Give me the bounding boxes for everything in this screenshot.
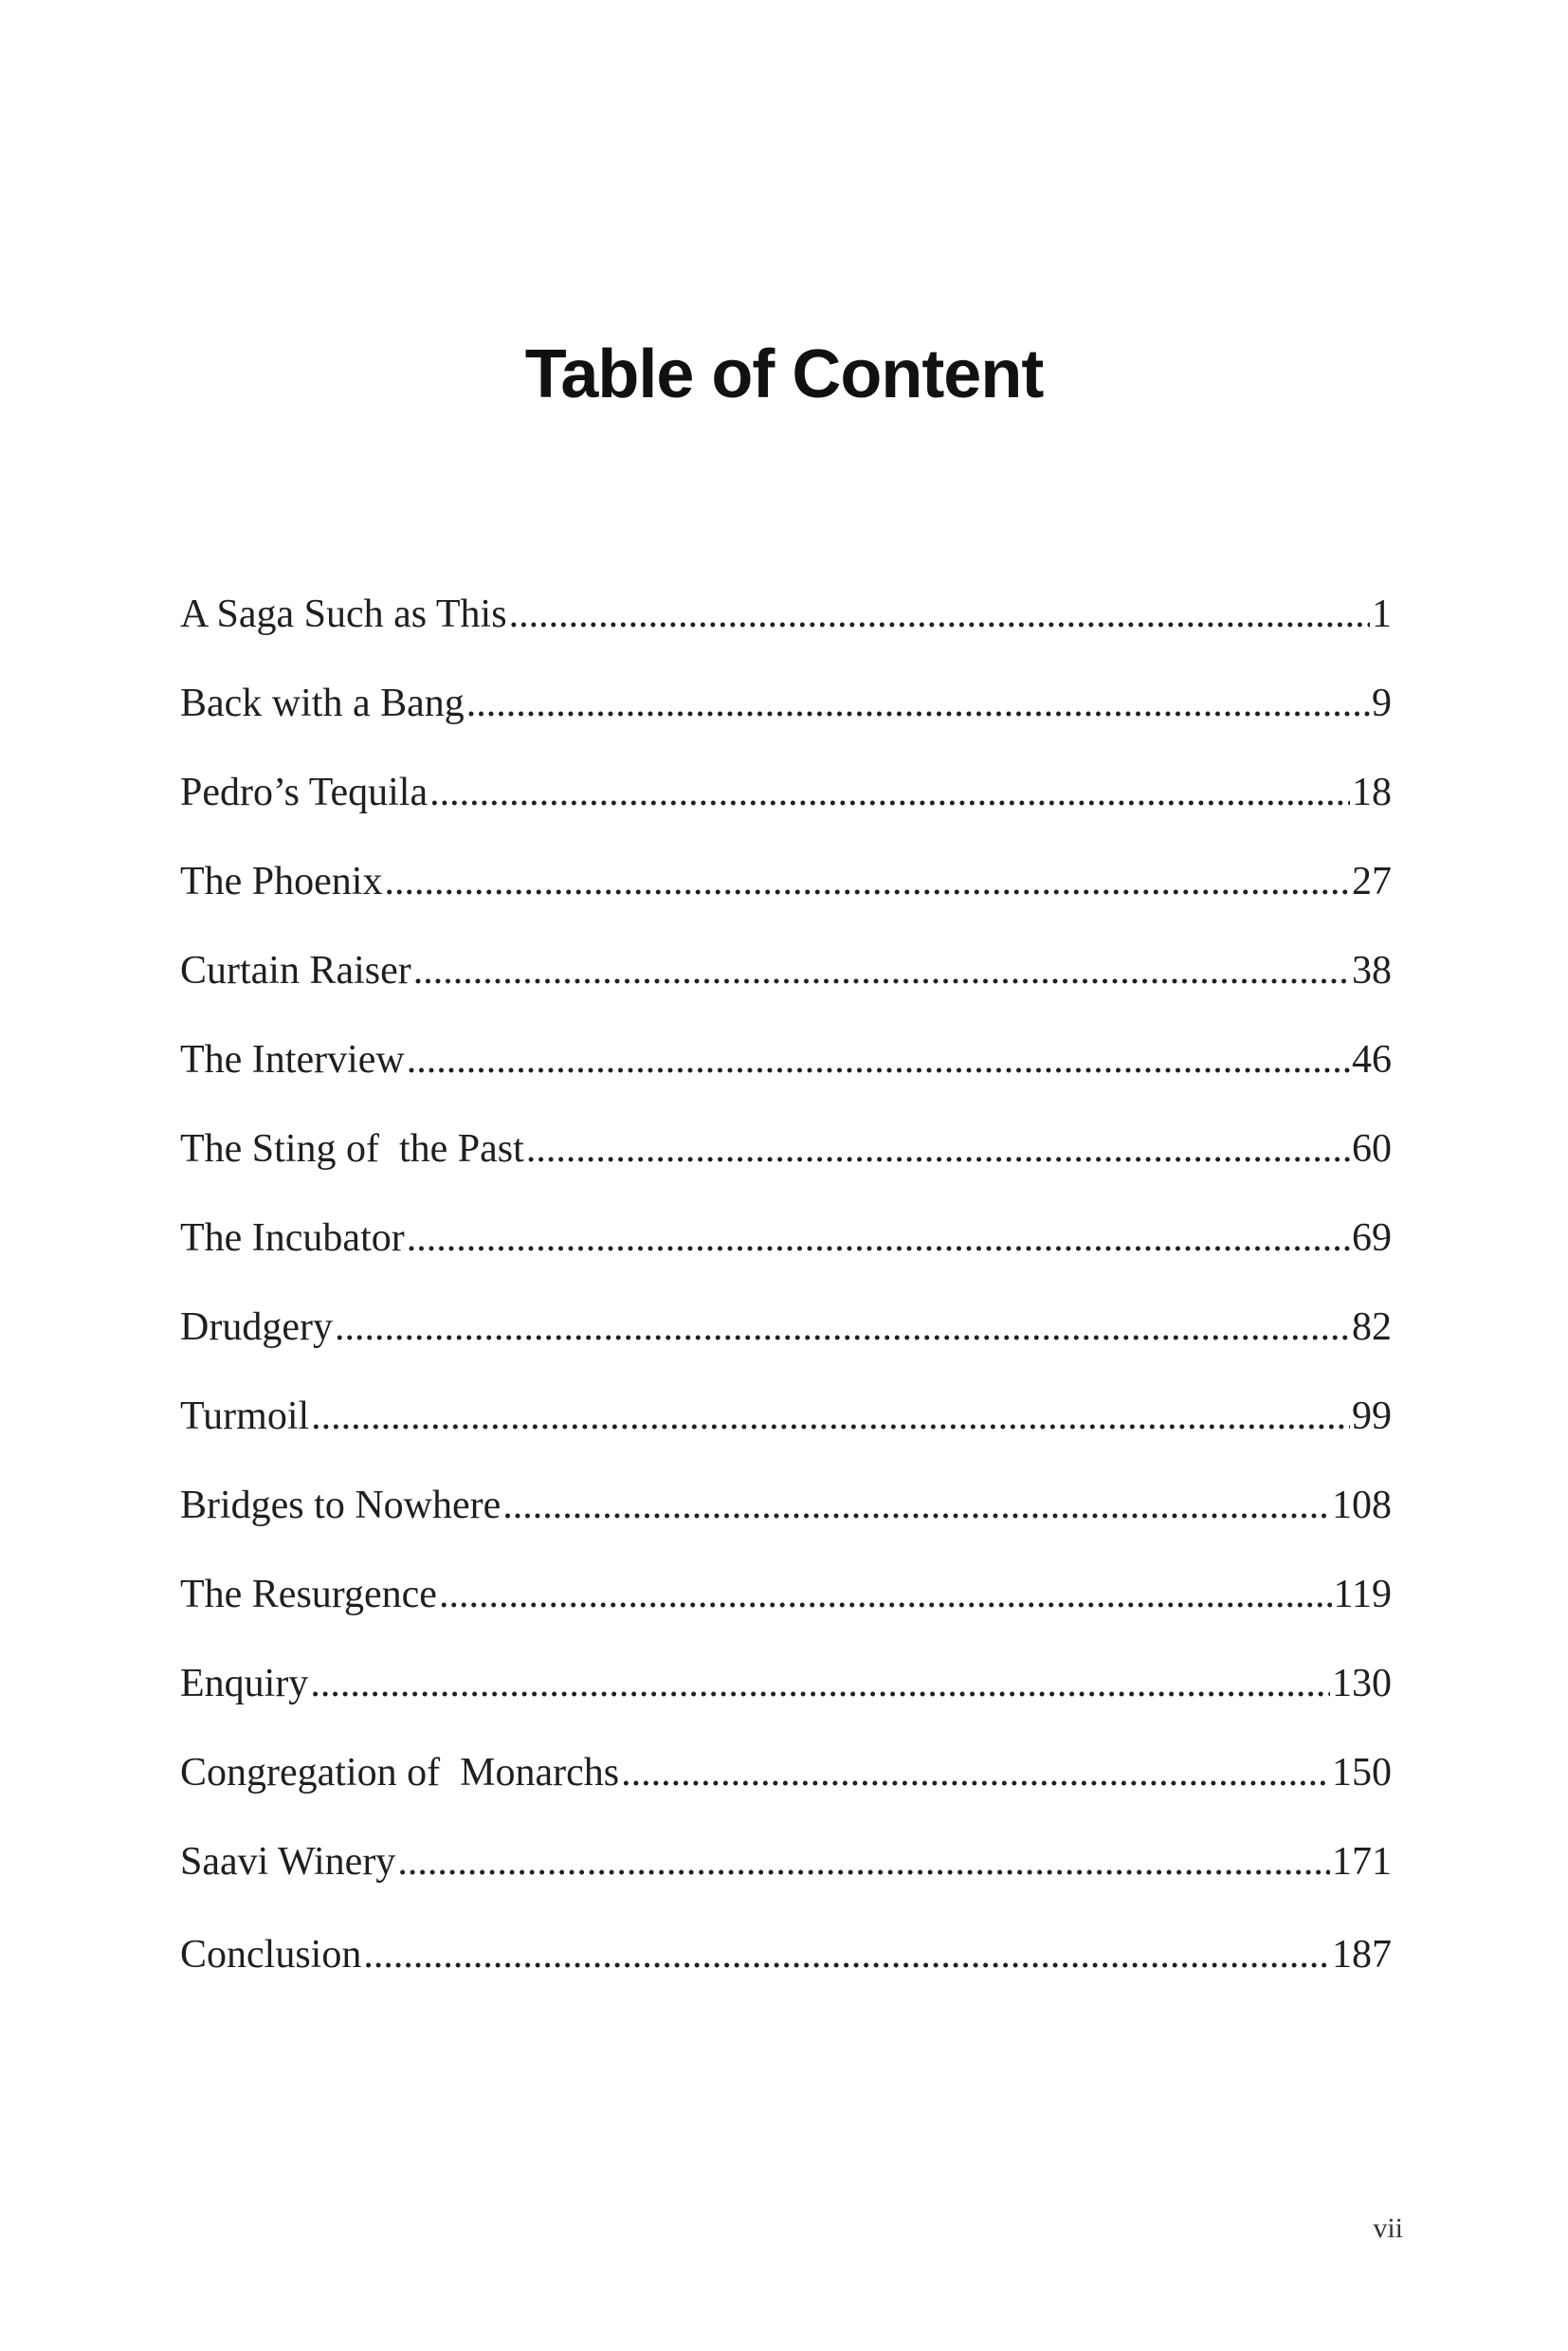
toc-entry-title: Conclusion <box>180 1933 362 1977</box>
toc-entry-page: 119 <box>1333 1573 1392 1616</box>
toc-entry-title: A Saga Such as This <box>180 592 507 636</box>
toc-entry[interactable] <box>180 1566 1392 1655</box>
toc-entry[interactable] <box>180 764 1392 853</box>
toc-entry-title: Congregation of Monarchs <box>180 1751 620 1795</box>
toc-entry-title: The Interview <box>180 1038 405 1082</box>
dot-leader <box>363 1926 1330 1983</box>
toc-entry[interactable] <box>180 586 1392 675</box>
dot-leader <box>509 586 1370 643</box>
page-number: vii <box>1373 2213 1403 2244</box>
dot-leader <box>502 1477 1330 1534</box>
dot-leader <box>407 1031 1350 1088</box>
toc-entry-page: 171 <box>1332 1840 1392 1884</box>
dot-leader <box>621 1744 1330 1801</box>
toc-entry[interactable] <box>180 853 1392 942</box>
toc-entry[interactable] <box>180 1031 1392 1121</box>
page-title: Table of Content <box>524 337 1044 412</box>
toc-entry-page: 82 <box>1352 1305 1392 1349</box>
toc-entry-page: 1 <box>1372 592 1392 636</box>
toc-entry[interactable] <box>180 1121 1392 1210</box>
dot-leader <box>384 853 1350 910</box>
toc-entry-page: 150 <box>1332 1751 1392 1795</box>
toc-entry-title: Back with a Bang <box>180 682 465 725</box>
toc-entry-title: The Incubator <box>180 1216 405 1260</box>
toc-entry[interactable] <box>180 1210 1392 1299</box>
toc-entry-page: 69 <box>1352 1216 1392 1260</box>
toc-entry-page: 18 <box>1352 771 1392 814</box>
dot-leader <box>413 942 1350 999</box>
toc-entry-title: The Sting of the Past <box>180 1127 524 1171</box>
toc-entry[interactable] <box>180 1744 1392 1833</box>
dot-leader <box>526 1121 1350 1177</box>
toc-entry-title: Enquiry <box>180 1662 309 1705</box>
toc-entry[interactable] <box>180 1299 1392 1388</box>
toc-entry-page: 108 <box>1332 1484 1392 1527</box>
toc-entry[interactable] <box>180 1388 1392 1477</box>
toc-entry[interactable] <box>180 942 1392 1031</box>
dot-leader <box>466 675 1370 732</box>
dot-leader <box>407 1210 1350 1267</box>
toc-entry-title: The Resurgence <box>180 1573 437 1616</box>
toc-entry-title: Curtain Raiser <box>180 949 411 993</box>
toc-entry-page: 9 <box>1372 682 1392 725</box>
toc-entry-page: 99 <box>1352 1394 1392 1438</box>
toc-entry[interactable] <box>180 1833 1392 1923</box>
toc-entry[interactable] <box>180 675 1392 764</box>
toc-entry-page: 27 <box>1352 860 1392 903</box>
toc-entry-title: Bridges to Nowhere <box>180 1484 501 1527</box>
toc-entry-title: Drudgery <box>180 1305 333 1349</box>
dot-leader <box>397 1833 1330 1890</box>
toc-entry-page: 46 <box>1352 1038 1392 1082</box>
toc-entry[interactable] <box>180 1926 1392 2015</box>
toc-entry-page: 130 <box>1332 1662 1392 1705</box>
toc-entry[interactable] <box>180 1655 1392 1744</box>
dot-leader <box>429 764 1350 821</box>
dot-leader <box>311 1388 1350 1445</box>
dot-leader <box>310 1655 1330 1712</box>
toc-entry-title: Pedro’s Tequila <box>180 771 428 814</box>
toc-entry-page: 60 <box>1352 1127 1392 1171</box>
dot-leader <box>439 1566 1332 1623</box>
toc-entry-page: 38 <box>1352 949 1392 993</box>
toc-entry-title: Saavi Winery <box>180 1840 396 1884</box>
dot-leader <box>335 1299 1350 1356</box>
toc-entry-title: Turmoil <box>180 1394 310 1438</box>
toc-entry-page: 187 <box>1332 1933 1392 1977</box>
toc-entry[interactable] <box>180 1477 1392 1566</box>
table-of-contents <box>180 586 1392 2015</box>
toc-entry-title: The Phoenix <box>180 860 383 903</box>
